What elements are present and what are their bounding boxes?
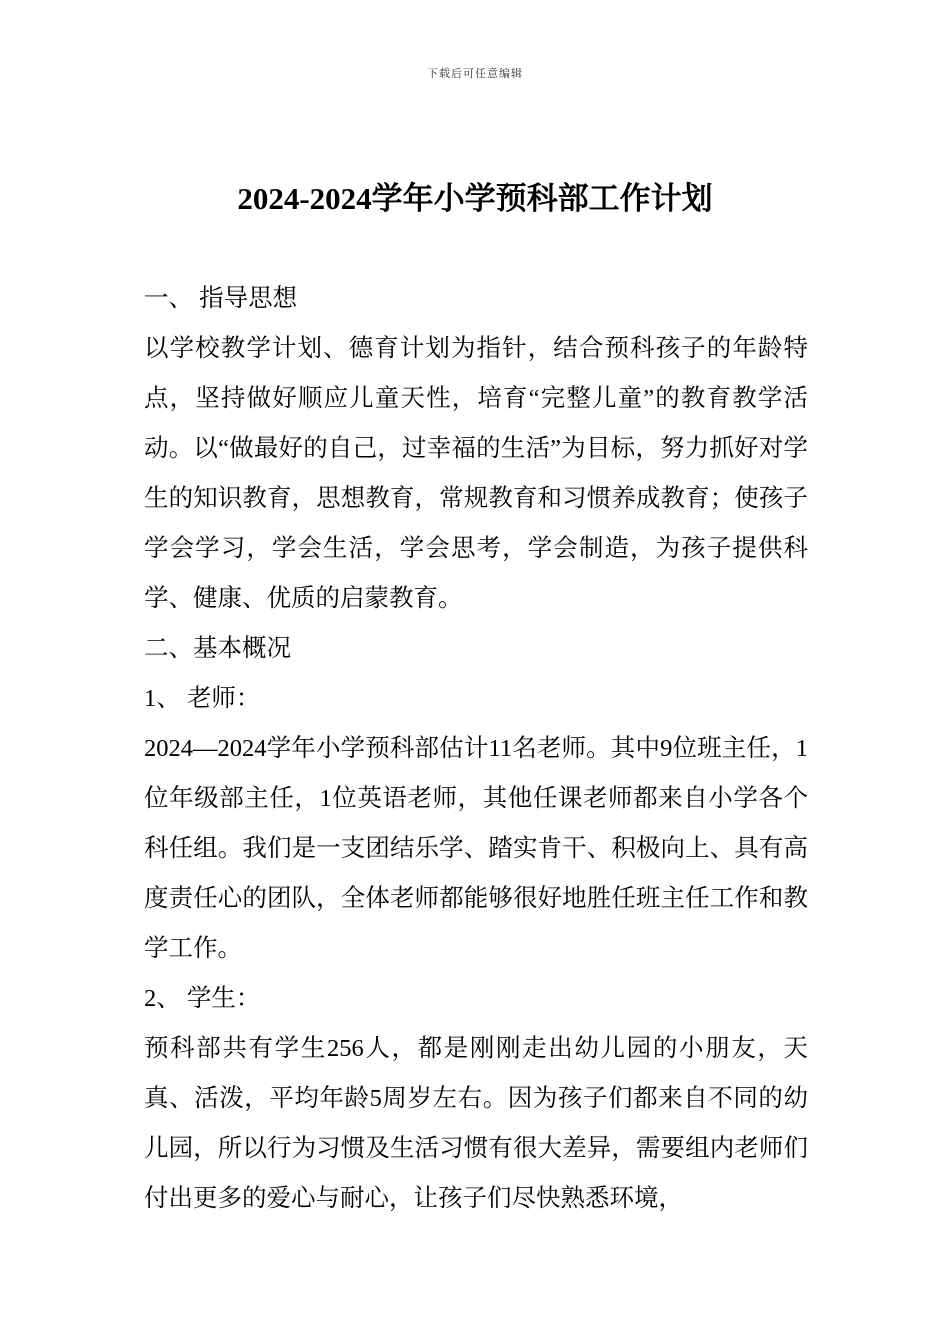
paragraph-teachers: 2024—2024学年小学预科部估计11名老师。其中9位班主任，1位年级部主任，1位英语老师，其他任课老师都来自小学各个科任组。我们是一支团结乐学、踏实肯干、积极向上、具有高度责任心的团队，全体老师都能够很好地胜任班主任工作和教学工作。 bbox=[144, 735, 808, 962]
paragraph-students: 预科部共有学生256人，都是刚刚走出幼儿园的小朋友，天真、活泼，平均年龄5周岁左右。因为孩子们都来自不同的幼儿园，所以行为习惯及生活习惯有很大差异，需要组内老师们付出更多的爱心与耐心，让孩子们尽快熟悉环境， bbox=[144, 1035, 808, 1212]
document-title: 2024-2024学年小学预科部工作计划 bbox=[237, 181, 713, 216]
section-heading-guiding-thought: 一、 指导思想 bbox=[144, 285, 298, 312]
document-body bbox=[144, 274, 808, 1224]
header-note: 下载后可任意编辑 bbox=[427, 67, 523, 80]
subheading-students: 2、 学生： bbox=[144, 985, 261, 1012]
subheading-teachers: 1、 老师： bbox=[144, 685, 261, 712]
section-heading-overview: 二、基本概况 bbox=[144, 635, 291, 662]
paragraph-guiding-thought: 以学校教学计划、德育计划为指针，结合预科孩子的年龄特点，坚持做好顺应儿童天性，培育“完整儿童”的教育教学活动。以“做最好的自己，过幸福的生活”为目标，努力抓好对学生的知识教育，思想教育，常规教育和习惯养成教育；使孩子学会学习，学会生活，学会思考，学会制造，为孩子提供科学、健康、优质的启蒙教育。 bbox=[144, 335, 808, 612]
